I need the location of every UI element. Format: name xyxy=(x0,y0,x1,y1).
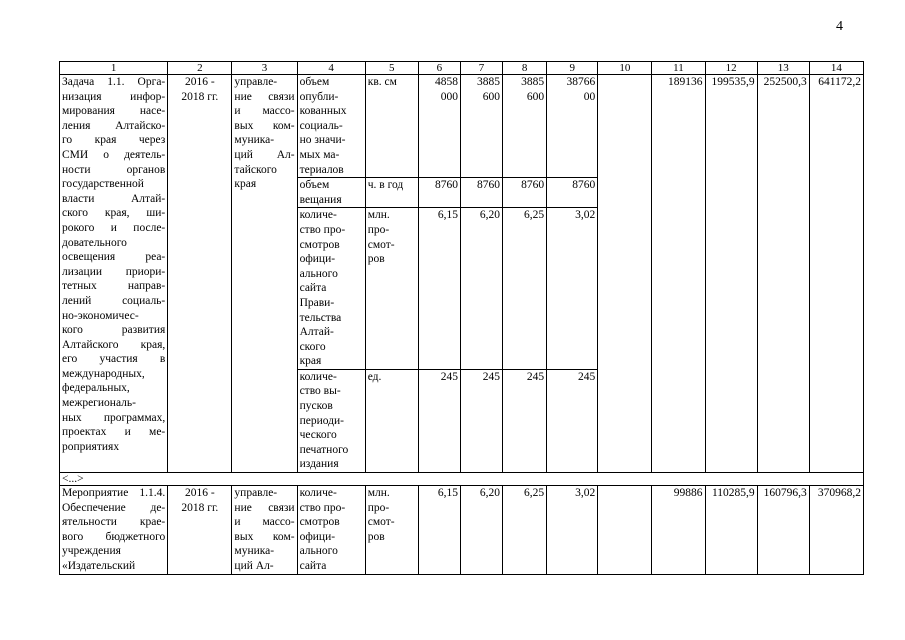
cell-text-line: федеральных, xyxy=(62,382,130,395)
funding-cell: 160796,3 xyxy=(757,486,809,575)
cell-text-line: ления Алтайско- xyxy=(62,119,166,132)
cell-text-line: смотров xyxy=(299,516,340,529)
task-period-cell xyxy=(168,75,232,473)
omission-marker: <...> xyxy=(60,473,864,486)
cell-text-line: ед. xyxy=(367,370,382,383)
indicator-name-cell xyxy=(297,178,365,208)
cell-text-line: периоди- xyxy=(299,414,344,427)
cell-text-line: вых ком- xyxy=(234,530,295,543)
value-cell: 6,15 xyxy=(418,486,460,575)
empty-cell xyxy=(598,486,652,575)
column-header: 1 xyxy=(60,62,168,75)
cell-text-line: Алтайского края, xyxy=(62,338,166,351)
column-number-row xyxy=(60,62,864,75)
funding-cell: 641172,2 xyxy=(809,75,863,473)
value-cell xyxy=(503,369,547,472)
cell-text-line: 600 xyxy=(526,90,545,103)
cell-text-line: государственной xyxy=(62,178,144,191)
cell-text-line: муника- xyxy=(234,545,275,558)
cell-text-line: и массо- xyxy=(234,516,295,529)
column-header: 3 xyxy=(232,62,297,75)
cell-text-line: количе- xyxy=(299,370,337,383)
value-cell xyxy=(418,75,460,178)
cell-text-line: 00 xyxy=(583,90,596,103)
cell-text-line: вых ком- xyxy=(234,119,295,132)
cell-text-line: 600 xyxy=(482,90,501,103)
value-cell xyxy=(547,178,598,208)
cell-text-line: 000 xyxy=(440,90,458,103)
cell-text-line: офици- xyxy=(299,253,336,266)
cell-text-line: лизации приори- xyxy=(62,265,166,278)
cell-text-line: 245 xyxy=(440,370,458,383)
cell-text-line: ского xyxy=(299,340,326,353)
cell-text-line: Алтай- xyxy=(299,326,334,339)
cell-text-line: тайского xyxy=(234,163,277,176)
cell-text-line: 245 xyxy=(526,370,545,383)
cell-text-line: ности органов xyxy=(62,163,166,176)
cell-text-line: 8760 xyxy=(521,179,545,192)
indicator-unit-cell xyxy=(365,178,418,208)
cell-text-line: ального xyxy=(299,267,338,280)
cell-text-line: мых ма- xyxy=(299,148,340,161)
cell-text-line: Задача 1.1. Орга- xyxy=(62,76,166,88)
cell-text-line: лений социаль- xyxy=(62,294,166,307)
value-cell xyxy=(547,208,598,370)
measure-name-cell xyxy=(60,486,168,575)
indicator-unit-cell xyxy=(365,369,418,472)
cell-text-line: тетных направ- xyxy=(62,280,166,293)
cell-text-line: ство вы- xyxy=(299,385,341,398)
indicator-unit-cell xyxy=(365,208,418,370)
cell-text-line: млн. xyxy=(367,209,390,222)
cell-text-line: ций Ал- xyxy=(234,560,274,572)
cell-text-line: муника- xyxy=(234,134,275,147)
task-executor-cell xyxy=(232,75,297,473)
cell-text-line: кованных xyxy=(299,105,347,118)
cell-text-line: смот- xyxy=(367,516,395,529)
cell-text-line: управле- xyxy=(234,487,278,500)
measure-period-cell xyxy=(168,486,232,575)
cell-text-line: края xyxy=(299,355,322,368)
column-header: 2 xyxy=(168,62,232,75)
indicator-name-cell xyxy=(297,208,365,370)
indicator-name-cell xyxy=(297,369,365,472)
funding-cell: 370968,2 xyxy=(809,486,863,575)
cell-text-line: смотров xyxy=(299,238,340,251)
value-cell: 3,02 xyxy=(547,486,598,575)
value-cell xyxy=(460,208,502,370)
cell-text-line: рокого и после- xyxy=(62,221,166,234)
cell-text-line: го края через xyxy=(62,134,166,147)
funding-cell: 199535,9 xyxy=(705,75,757,473)
value-cell: 6,20 xyxy=(460,486,502,575)
cell-text-line: ние связи xyxy=(234,501,295,514)
cell-text-line: низация инфор- xyxy=(62,90,166,103)
cell-text-line: учреждения xyxy=(62,545,121,558)
empty-cell xyxy=(598,75,652,473)
column-header: 11 xyxy=(652,62,705,75)
cell-text-line: количе- xyxy=(299,209,337,222)
cell-text-line: но-экономичес- xyxy=(62,309,139,322)
cell-text-line: 6,25 xyxy=(524,209,545,222)
column-header: 13 xyxy=(757,62,809,75)
funding-cell: 110285,9 xyxy=(705,486,757,575)
cell-text-line: 2016 - xyxy=(184,487,215,500)
cell-text-line: сайта xyxy=(299,282,327,295)
column-header: 6 xyxy=(418,62,460,75)
indicator-name-cell xyxy=(297,486,365,575)
value-cell xyxy=(418,369,460,472)
cell-text-line: ство про- xyxy=(299,223,346,236)
page-number: 4 xyxy=(836,19,843,34)
cell-text-line: тельства xyxy=(299,311,342,324)
cell-text-line: социаль- xyxy=(299,119,343,132)
cell-text-line: 245 xyxy=(482,370,501,383)
measure-executor-cell xyxy=(232,486,297,575)
cell-text-line: ров xyxy=(367,530,385,543)
cell-text-line: ятельности крае- xyxy=(62,516,166,529)
value-cell xyxy=(503,75,547,178)
cell-text-line: объем xyxy=(299,179,330,192)
value-cell xyxy=(460,178,502,208)
program-table xyxy=(59,61,864,575)
column-header: 9 xyxy=(547,62,598,75)
cell-text-line: Обеспечение де- xyxy=(62,501,166,514)
cell-text-line: 4858 xyxy=(434,76,458,88)
value-cell xyxy=(503,208,547,370)
cell-text-line: ние связи xyxy=(234,90,295,103)
cell-text-line: но значи- xyxy=(299,134,346,147)
cell-text-line: пусков xyxy=(299,400,333,413)
cell-text-line: сайта xyxy=(299,560,327,572)
cell-text-line: проектах и ме- xyxy=(62,426,166,439)
indicator-unit-cell xyxy=(365,75,418,178)
cell-text-line: Прави- xyxy=(299,296,335,309)
cell-text-line: освещения реа- xyxy=(62,251,166,264)
cell-text-line: международных, xyxy=(62,367,145,380)
column-header: 14 xyxy=(809,62,863,75)
column-header: 4 xyxy=(297,62,365,75)
cell-text-line: териалов xyxy=(299,163,344,176)
indicator-unit-cell xyxy=(365,486,418,575)
cell-text-line: его участия в xyxy=(62,353,166,366)
cell-text-line: ров xyxy=(367,253,385,266)
cell-text-line: количе- xyxy=(299,487,337,500)
column-header: 5 xyxy=(365,62,418,75)
cell-text-line: «Издательский xyxy=(62,560,136,572)
value-cell xyxy=(547,369,598,472)
cell-text-line: 2018 гг. xyxy=(181,90,219,103)
value-cell xyxy=(418,208,460,370)
cell-text-line: вещания xyxy=(299,193,342,206)
cell-text-line: 8760 xyxy=(477,179,501,192)
task-name-cell xyxy=(60,75,168,473)
value-cell xyxy=(460,75,502,178)
cell-text-line: млн. xyxy=(367,487,390,500)
cell-text-line: офици- xyxy=(299,530,336,543)
cell-text-line: 6,20 xyxy=(479,209,501,222)
column-header: 7 xyxy=(460,62,502,75)
column-header: 10 xyxy=(598,62,652,75)
cell-text-line: 8760 xyxy=(434,179,458,192)
cell-text-line: СМИ о деятель- xyxy=(62,148,166,161)
cell-text-line: 245 xyxy=(578,370,596,383)
cell-text-line: и массо- xyxy=(234,105,295,118)
cell-text-line: 38766 xyxy=(566,76,596,88)
cell-text-line: межрегиональ- xyxy=(62,397,136,410)
column-header: 8 xyxy=(503,62,547,75)
value-cell xyxy=(547,75,598,178)
cell-text-line: 8760 xyxy=(572,179,596,192)
cell-text-line: кв. см xyxy=(367,76,397,88)
measure-row xyxy=(60,486,864,575)
value-cell: 6,25 xyxy=(503,486,547,575)
cell-text-line: ций Ал- xyxy=(234,148,295,161)
cell-text-line: ных программах, xyxy=(62,411,166,424)
cell-text-line: 2016 - xyxy=(184,76,215,88)
cell-text-line: управле- xyxy=(234,76,278,88)
cell-text-line: издания xyxy=(299,458,339,471)
value-cell xyxy=(418,178,460,208)
cell-text-line: Мероприятие 1.1.4. xyxy=(62,487,166,500)
omission-row xyxy=(60,473,864,486)
value-cell xyxy=(503,178,547,208)
funding-cell: 99886 xyxy=(652,486,705,575)
cell-text-line: края xyxy=(234,178,257,191)
funding-cell: 189136 xyxy=(652,75,705,473)
value-cell xyxy=(460,369,502,472)
task-row xyxy=(60,75,864,178)
cell-text-line: роприятиях xyxy=(62,440,120,453)
cell-text-line: кого развития xyxy=(62,324,166,337)
cell-text-line: 2018 гг. xyxy=(181,501,219,514)
cell-text-line: про- xyxy=(367,223,390,236)
cell-text-line: печатного xyxy=(299,443,349,456)
cell-text-line: ческого xyxy=(299,429,337,442)
cell-text-line: объем xyxy=(299,76,330,88)
cell-text-line: 3885 xyxy=(477,76,501,88)
cell-text-line: 6,15 xyxy=(437,209,458,222)
funding-cell: 252500,3 xyxy=(757,75,809,473)
cell-text-line: ального xyxy=(299,545,338,558)
column-header: 12 xyxy=(705,62,757,75)
cell-text-line: вого бюджетного xyxy=(62,530,166,543)
cell-text-line: мирования насе- xyxy=(62,105,166,118)
indicator-name-cell xyxy=(297,75,365,178)
cell-text-line: 3,02 xyxy=(575,209,596,222)
cell-text-line: опубли- xyxy=(299,90,339,103)
cell-text-line: власти Алтай- xyxy=(62,192,166,205)
cell-text-line: ство про- xyxy=(299,501,346,514)
cell-text-line: 3885 xyxy=(521,76,545,88)
cell-text-line: про- xyxy=(367,501,390,514)
cell-text-line: ч. в год xyxy=(367,179,404,192)
cell-text-line: смот- xyxy=(367,238,395,251)
cell-text-line: ского края, ши- xyxy=(62,207,166,220)
cell-text-line: довательного xyxy=(62,236,127,249)
